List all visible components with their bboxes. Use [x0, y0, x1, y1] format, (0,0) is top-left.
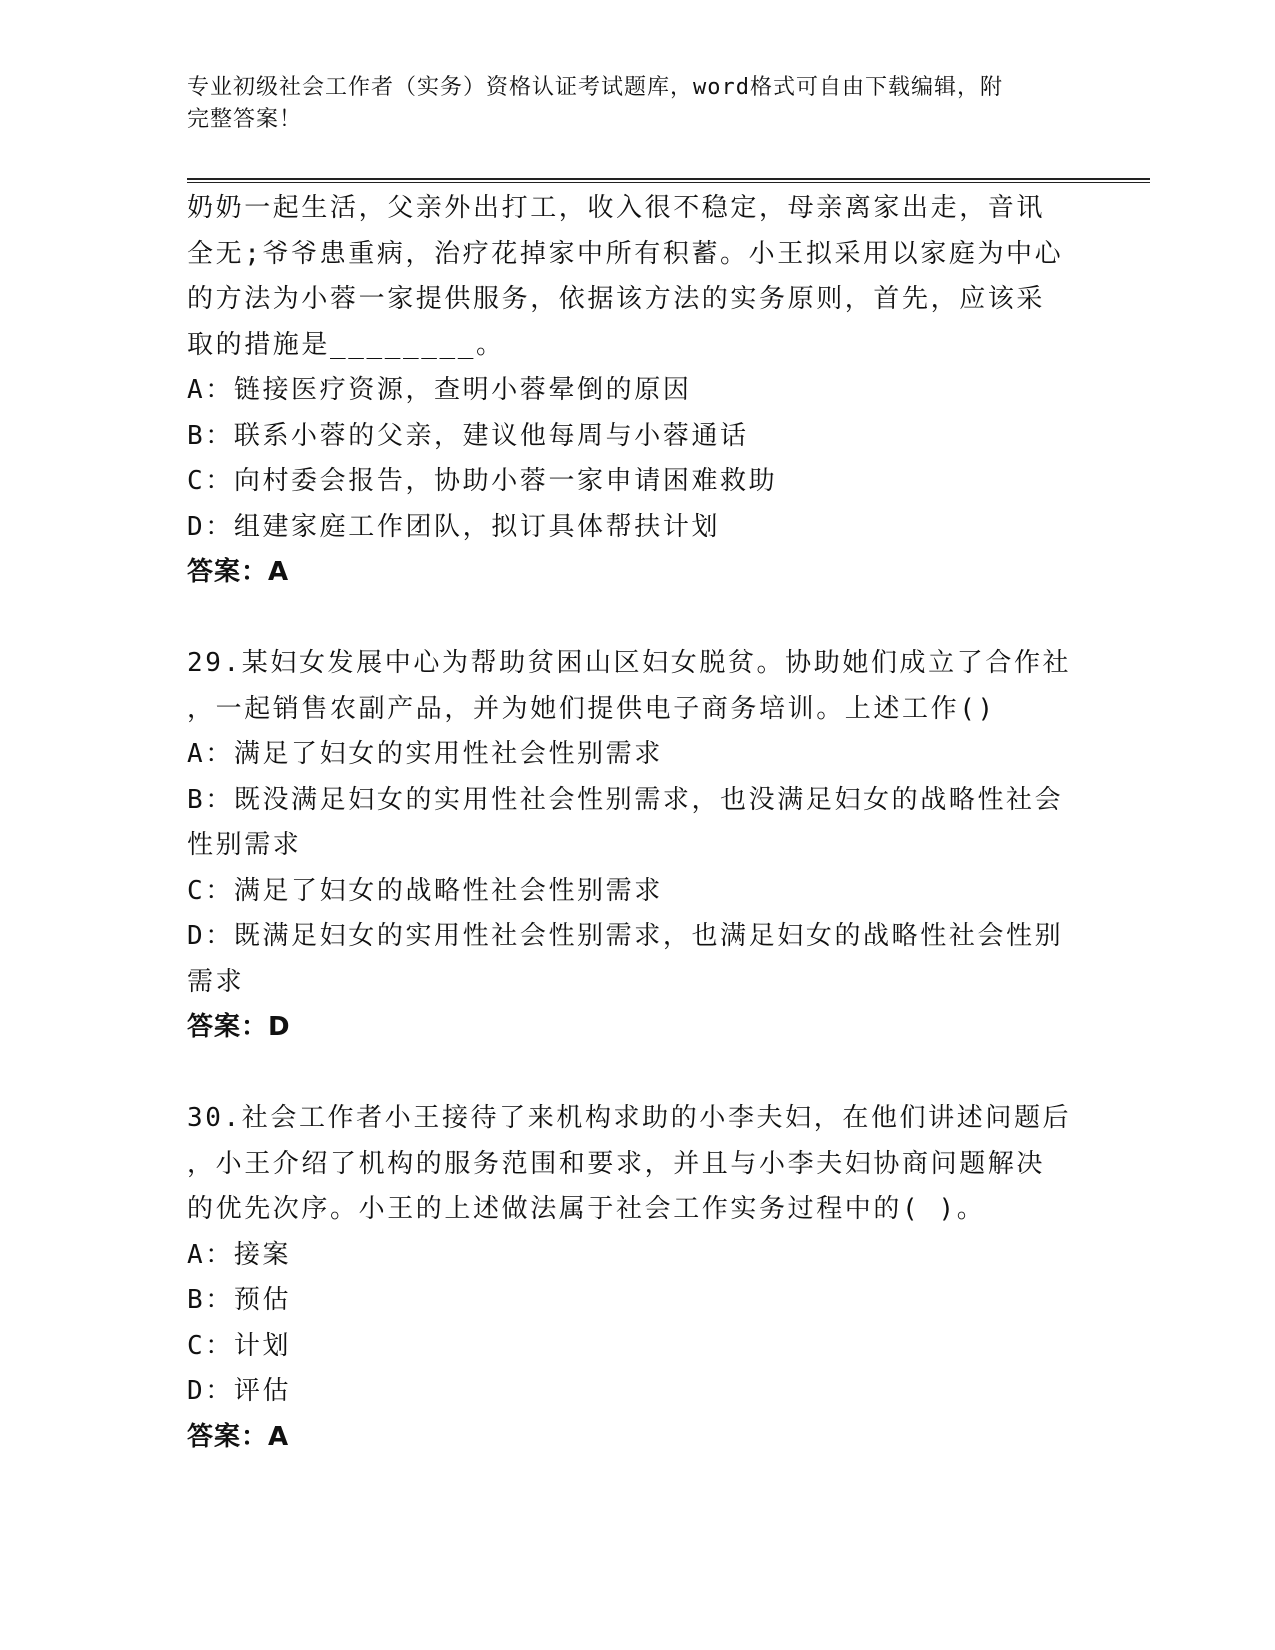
- question-stem-line: 奶奶一起生活，父亲外出打工，收入很不稳定，母亲离家出走，音讯: [187, 193, 1046, 223]
- question-stem-line: 取的措施是________。: [187, 329, 505, 360]
- answer-line: 答案：A: [187, 1421, 290, 1452]
- block-spacer: [187, 1051, 1087, 1097]
- option-c: C：向村委会报告，协助小蓉一家申请困难救助: [187, 466, 778, 496]
- answer-line: 答案：D: [187, 1012, 291, 1042]
- question-stem-line: 全无;爷爷患重病，治疗花掉家中所有积蓄。小王拟采用以家庭为中心: [187, 238, 1064, 269]
- option-c: C：计划: [187, 1330, 292, 1361]
- question-stem-line: 29.某妇女发展中心为帮助贫困山区妇女脱贫。协助她们成立了合作社: [187, 648, 1072, 678]
- option-d-continued: 需求: [187, 966, 245, 997]
- question-stem-line: 的方法为小蓉一家提供服务，依据该方法的实务原则，首先，应该采: [187, 284, 1046, 314]
- header-line-1: 专业初级社会工作者（实务）资格认证考试题库，word格式可自由下载编辑，附: [187, 75, 1003, 100]
- question-block: [187, 641, 1087, 1051]
- option-a: A：接案: [187, 1239, 292, 1270]
- option-c: C：满足了妇女的战略性社会性别需求: [187, 875, 663, 906]
- option-a: A：满足了妇女的实用性社会性别需求: [187, 739, 663, 769]
- question-stem-line: 30.社会工作者小王接待了来机构求助的小李夫妇，在他们讲述问题后: [187, 1103, 1072, 1133]
- question-stem-line: 的优先次序。小王的上述做法属于社会工作实务过程中的( )。: [187, 1194, 986, 1224]
- option-b: B：既没满足妇女的实用性社会性别需求，也没满足妇女的战略性社会: [187, 784, 1064, 815]
- header-line-2: 完整答案！: [187, 107, 303, 132]
- option-b: B：联系小蓉的父亲，建议他每周与小蓉通话: [187, 420, 749, 451]
- option-b: B：预估: [187, 1285, 292, 1315]
- header-divider: [187, 178, 1150, 183]
- block-spacer: [187, 596, 1087, 642]
- question-block: [187, 186, 1087, 596]
- question-stem-line: ，一起销售农副产品，并为她们提供电子商务培训。上述工作(): [187, 693, 996, 724]
- answer-line: 答案：A: [187, 557, 290, 587]
- question-block: [187, 1096, 1087, 1460]
- option-d: D：评估: [187, 1376, 292, 1406]
- page-header: [187, 72, 1067, 136]
- option-d: D：组建家庭工作团队，拟订具体帮扶计划: [187, 511, 721, 542]
- option-d: D：既满足妇女的实用性社会性别需求，也满足妇女的战略性社会性别: [187, 921, 1064, 951]
- option-b-continued: 性别需求: [187, 830, 302, 860]
- option-a: A：链接医疗资源，查明小蓉晕倒的原因: [187, 375, 692, 405]
- question-content: [187, 186, 1087, 1460]
- question-stem-line: ，小王介绍了机构的服务范围和要求，并且与小李夫妇协商问题解决: [187, 1148, 1046, 1179]
